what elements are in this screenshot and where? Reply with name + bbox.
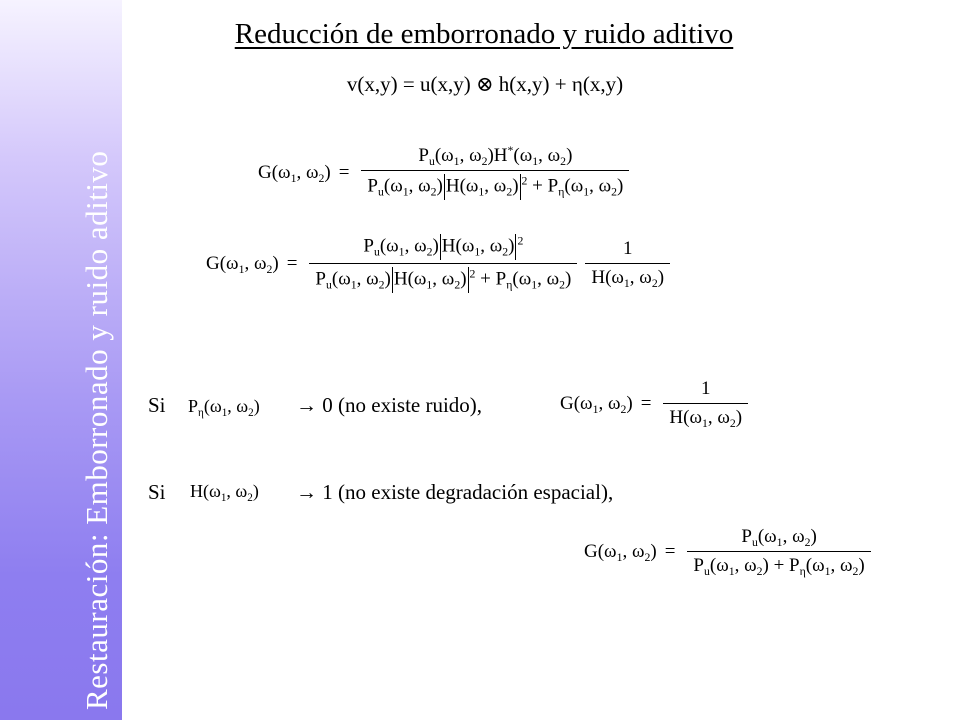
noise-spectrum-symbol: $P_\eta(\omega_1$, $\omega_2$) xyxy=(188,396,260,419)
wiener-gain-fraction: $\frac{P_u(\omega_1, \omega_2) H(\omega_1, \omega_2) ^2}{P_u(\omega_1, \omega_2) H(\omega_1, \omega_2) ^2 + P_\eta(\omega_1, \omega_2)}$ xyxy=(309,234,577,293)
inverse-filter-formula: $G(\omega_1$, $\omega_2$) = $\frac{1}{H(\omega_1, \omega_2)}$ xyxy=(560,378,752,429)
condition-no-blur-prefix: Si xyxy=(148,480,166,504)
condition-no-noise-text: → 0 (no existe ruido), xyxy=(296,393,483,417)
blur-transfer-symbol: $H(\omega_1$, $\omega_2$) xyxy=(190,481,259,504)
slide-title: Reducción de emborronado y ruido aditivo xyxy=(234,18,734,50)
wiener-fraction: $\frac{P_u(\omega_1, \omega_2)H^*(\omega_1, \omega_2)}{P_u(\omega_1, \omega_2) H(\omega_1, \omega_2) ^2 + P_\eta(\omega_1, \omega_2)}$ xyxy=(361,145,629,200)
wiener-filter-formula: $G(\omega_1$, $\omega_2$) = $\frac{P_u(\omega_1, \omega_2)H^*(\omega_1, \omega_2)}{P_u(\omega_1, \omega_2) H(\omega_1, \omega_2) ^2 + P_\eta(\omega_1, \omega_2)}$ xyxy=(258,145,633,200)
wiener-smoothing-fraction: $\frac{P_u(\omega_1, \omega_2)}{P_u(\omega_1, \omega_2) + P_\eta(\omega_1, \omega_2)}$ xyxy=(687,526,870,577)
degradation-model-equation: v(x,y) = u(x,y) ⊗ h(x,y) + η(x,y) xyxy=(346,72,624,96)
sidebar-band xyxy=(0,0,122,720)
sidebar-title: Restauración: Emborronado y ruido aditivo xyxy=(79,150,114,710)
wiener-filter-inverse-form: $G(\omega_1$, $\omega_2$) = $\frac{P_u(\omega_1, \omega_2) H(\omega_1, \omega_2) ^2}{P_u(\omega_1, \omega_2) H(\omega_1, \omega_2) ^2 + P_\eta(\omega_1, \omega_2)}$ $\frac{1}{H(\omega_1, \omega_2)}$ xyxy=(206,234,674,293)
inverse-filter-fraction: $\frac{1}{H(\omega_1, \omega_2)}$ xyxy=(585,238,670,289)
inverse-filter-result-fraction: $\frac{1}{H(\omega_1, \omega_2)}$ xyxy=(663,378,748,429)
wiener-smoothing-formula: $G(\omega_1$, $\omega_2$) = $\frac{P_u(\omega_1, \omega_2)}{P_u(\omega_1, \omega_2) + P_\eta(\omega_1, \omega_2)}$ xyxy=(584,526,875,577)
condition-no-noise-prefix: Si xyxy=(148,393,166,417)
condition-no-blur-text: → 1 (no existe degradación espacial), xyxy=(296,480,614,504)
